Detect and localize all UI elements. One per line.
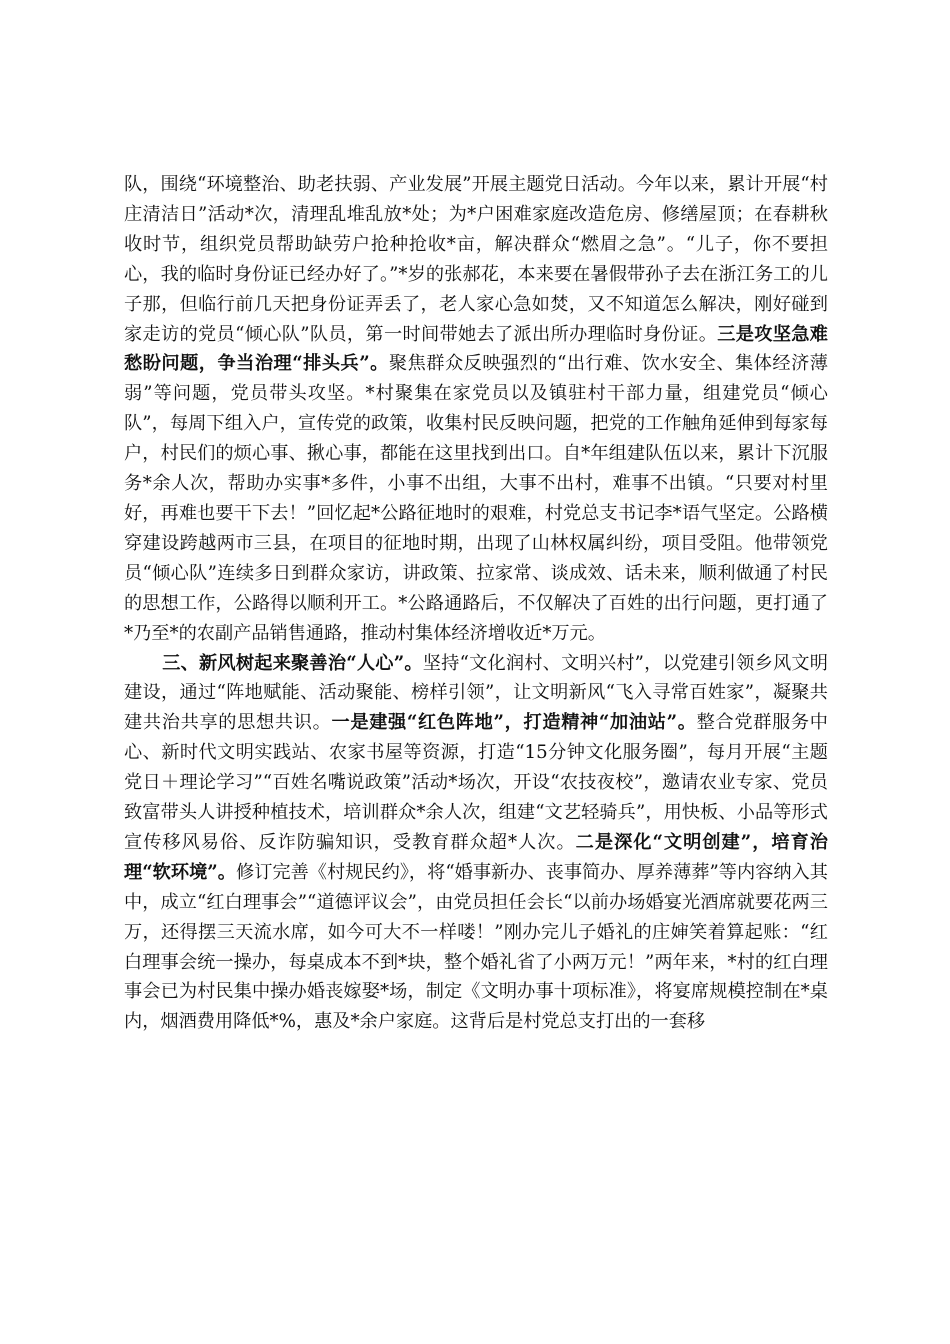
subheading-inline: 二是深化“文明创建”，培育治理“软环境”。 [124, 831, 828, 883]
subheading-inline: 一是建强“红色阵地”，打造精神“加油站”。 [331, 712, 697, 734]
body-paragraph-1 [124, 170, 828, 649]
paragraph-text: 修订完善《村规民约》，将“婚事新办、丧事简办、厚养薄葬”等内容纳入其中，成立“红白理事会”“道德评议会”，由党员担任会长“以前办场婚宴光酒席就要花两三万，还得摆三天流水席，如今可大不一样喽！”刚办完儿子婚礼的庄婶笑着算起账：“红白理事会统一操办，每桌成本不到*块，整个婚礼省了小两万元！”两年来，*村的红白理事会已为村民集中操办婚丧嫁娶*场，制定《文明办事十项标准》，将宴席规模控制在*桌内，烟酒费用降低*%，惠及*余户家庭。这背后是村党总支打出的一套移 [124, 861, 828, 1033]
paragraph-text: 整合党群服务中心、新时代文明实践站、农家书屋等资源，打造“15分钟文化服务圈”，每月开展“主题党日＋理论学习”“百姓名嘴说政策”活动*场次，开设“农技夜校”，邀请农业专家、党员致富带头人讲授种植技术，培训群众*余人次，组建“文艺轻骑兵”，用快板、小品等形式宣传移风易俗、反诈防骗知识，受教育群众超*人次。 [124, 712, 828, 853]
subheading-inline: 三是攻坚急难愁盼问题，争当治理“排头兵”。 [124, 323, 828, 375]
document-page [124, 170, 828, 1037]
section-heading-inline: 三、新风树起来聚善治“人心”。 [162, 652, 423, 674]
body-paragraph-2 [124, 649, 828, 1038]
paragraph-text: 坚持“文化润村、文明兴村”，以党建引领乡风文明建设，通过“阵地赋能、活动聚能、榜样引领”，让文明新风“飞入寻常百姓家”，凝聚共建共治共享的思想共识。 [124, 652, 828, 734]
paragraph-text: 聚焦群众反映强烈的“出行难、饮水安全、集体经济薄弱”等问题，党员带头攻坚。*村聚集在家党员以及镇驻村干部力量，组建党员“倾心队”，每周下组入户，宣传党的政策，收集村民反映问题，把党的工作触角延伸到每家每户，村民们的烦心事、揪心事，都能在这里找到出口。自*年组建队伍以来，累计下沉服务*余人次，帮助办实事*多件，小事不出组，大事不出村，难事不出镇。“只要对村里好，再难也要干下去！”回忆起*公路征地时的艰难，村党总支书记李*语气坚定。公路横穿建设跨越两市三县，在项目的征地时期，出现了山林权属纠纷，项目受阻。他带领党员“倾心队”连续多日到群众家访，讲政策、拉家常、谈成效、话未来，顺利做通了村民的思想工作，公路得以顺利开工。*公路通路后，不仅解决了百姓的出行问题，更打通了*乃至*的农副产品销售通路，推动村集体经济增收近*万元。 [124, 353, 828, 644]
paragraph-text: 队，围绕“环境整治、助老扶弱、产业发展”开展主题党日活动。今年以来，累计开展“村庄清洁日”活动*次，清理乱堆乱放*处；为*户困难家庭改造危房、修缮屋顶；在春耕秋收时节，组织党员帮助缺劳户抢种抢收*亩，解决群众“燃眉之急”。“儿子，你不要担心，我的临时身份证已经办好了。”*岁的张郝花，本来要在暑假带孙子去在浙江务工的儿子那，但临行前几天把身份证弄丢了，老人家心急如焚，又不知道怎么解决，刚好碰到家走访的党员“倾心队”队员，第一时间带她去了派出所办理临时身份证。 [124, 174, 828, 345]
